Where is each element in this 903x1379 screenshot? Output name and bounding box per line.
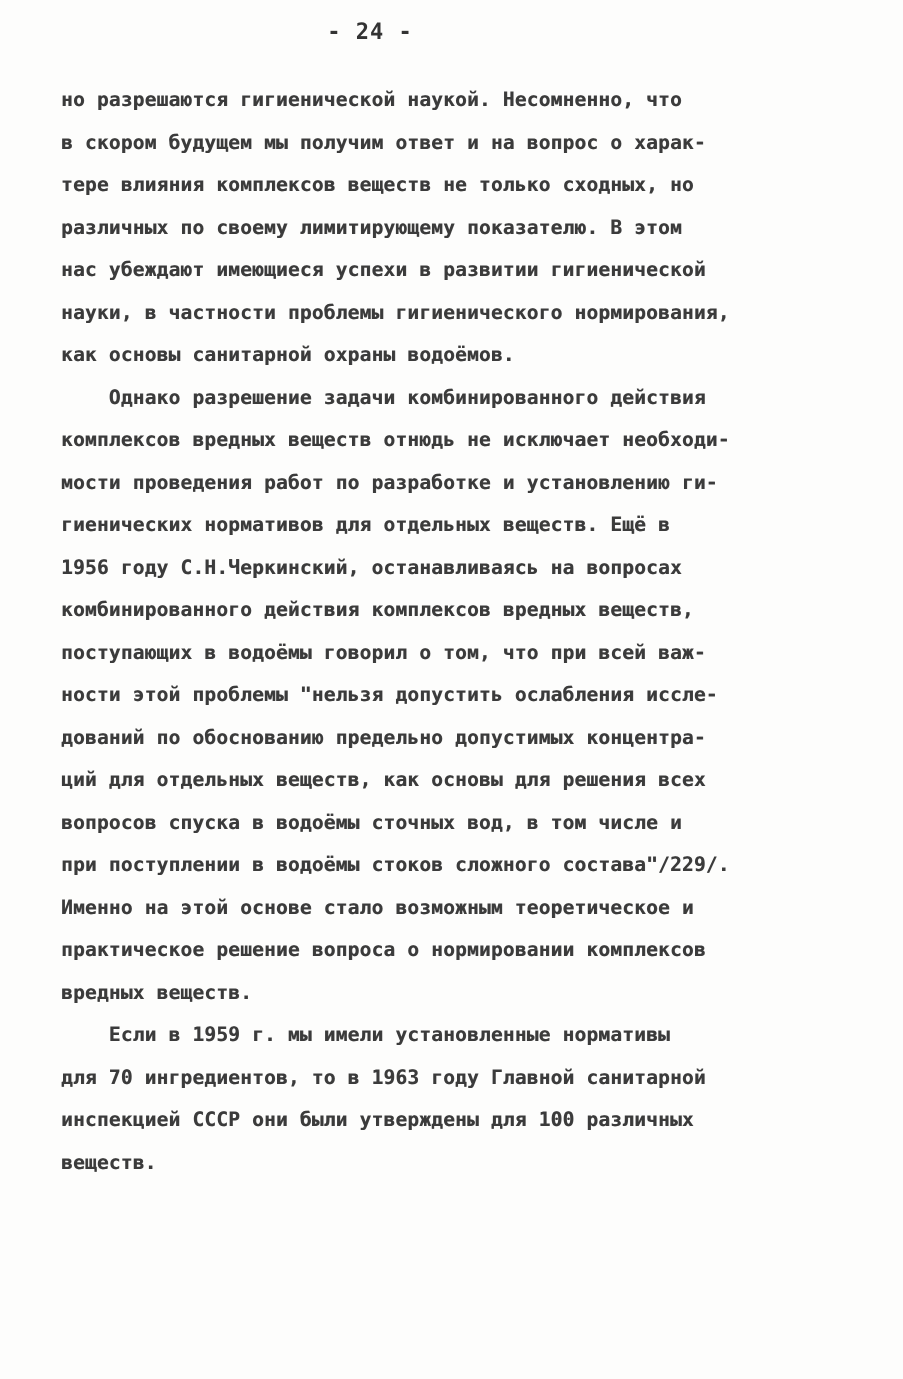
text-line: гиенических нормативов для отдельных веществ. Ещё в: [61, 513, 670, 536]
text-line: комплексов вредных веществ отнюдь не исключает необходи-: [61, 428, 730, 451]
text-line: науки, в частности проблемы гигиенического нормирования,: [61, 301, 730, 324]
text-line: вредных веществ.: [61, 981, 253, 1004]
text-line: Именно на этой основе стало возможным теоретическое и: [61, 896, 694, 919]
text-line: Однако разрешение задачи комбинированного действия: [61, 386, 706, 409]
text-line: Если в 1959 г. мы имели установленные нормативы: [61, 1023, 670, 1046]
text-line: при поступлении в водоёмы стоков сложного состава"/229/.: [61, 853, 730, 876]
text-line: в скором будущем мы получим ответ и на вопрос о харак-: [61, 131, 706, 154]
text-line: различных по своему лимитирующему показателю. В этом: [61, 216, 682, 239]
text-line: дований по обоснованию предельно допустимых концентра-: [61, 726, 706, 749]
text-line: поступающих в водоёмы говорил о том, что при всей важ-: [61, 641, 706, 664]
text-line: комбинированного действия комплексов вредных веществ,: [61, 598, 694, 621]
text-line: 1956 году С.Н.Черкинский, останавливаясь на вопросах: [61, 556, 682, 579]
text-line: для 70 ингредиентов, то в 1963 году Главной санитарной: [61, 1066, 706, 1089]
text-line: нас убеждают имеющиеся успехи в развитии гигиенической: [61, 258, 706, 281]
text-line: вопросов спуска в водоёмы сточных вод, в том числе и: [61, 811, 682, 834]
text-line: тере влияния комплексов веществ не только сходных, но: [61, 173, 694, 196]
text-line: веществ.: [61, 1151, 157, 1174]
text-line: практическое решение вопроса о нормировании комплексов: [61, 938, 706, 961]
text-line: ций для отдельных веществ, как основы для решения всех: [61, 768, 706, 791]
text-line: мости проведения работ по разработке и установлению ги-: [61, 471, 718, 494]
text-line: но разрешаются гигиенической наукой. Несомненно, что: [61, 88, 682, 111]
text-line: как основы санитарной охраны водоёмов.: [61, 343, 515, 366]
text-line: инспекцией СССР они были утверждены для 100 различных: [61, 1108, 694, 1131]
page-number: - 24 -: [327, 20, 413, 45]
text-line: ности этой проблемы "нельзя допустить ослабления иссле-: [61, 683, 718, 706]
